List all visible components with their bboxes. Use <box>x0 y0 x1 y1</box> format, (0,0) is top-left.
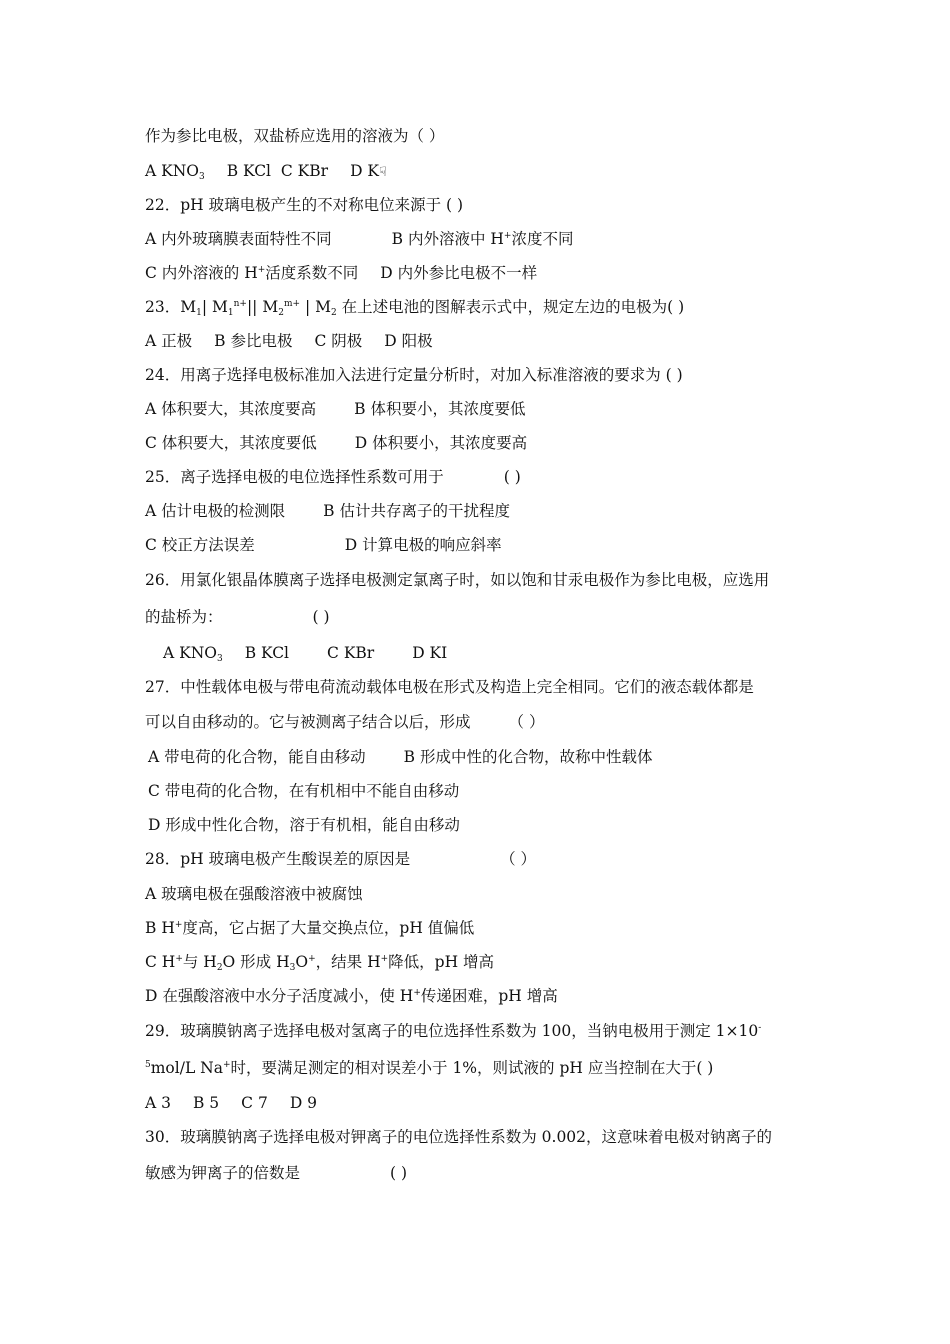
line-q29-stem-1: 29．玻璃膜钠离子选择电极对氢离子的电位选择性系数为 100，当钠电极用于测定 1×10- <box>145 1022 762 1040</box>
option-c: C KBr <box>327 644 375 662</box>
option-d: D KI <box>412 644 448 662</box>
line-q24-cd <box>145 433 527 453</box>
line-q23-options <box>145 331 433 351</box>
line-q27-stem-1: 27．中性载体电极与带电荷流动载体电极在形式及构造上完全相同。它们的液态载体都是 <box>145 678 754 696</box>
option-a: A 体积要大，其浓度要高 <box>145 400 317 418</box>
option-c: C 校正方法误差 <box>145 536 255 554</box>
option-a: A 正极 <box>145 332 193 350</box>
option-a: A 玻璃电极在强酸溶液中被腐蚀 <box>145 885 363 903</box>
option-d: D 形成中性化合物，溶于有机相，能自由移动 <box>148 816 460 834</box>
line-q30-stem-2: 敏感为钾离子的倍数是 ( ) <box>145 1164 408 1182</box>
option-d: D 计算电极的响应斜率 <box>344 536 502 554</box>
line-q22-ab <box>145 229 573 249</box>
line-q25-ab <box>145 501 510 521</box>
line-q29-stem-2: $^5$mol/L Na+时，要满足测定的相对误差小于 1%，则试液的 pH 应当控制在大于( ) <box>145 1059 714 1077</box>
option-b: B 内外溶液中 H+浓度不同 <box>391 230 574 248</box>
line-q28-stem: 28．pH 玻璃电极产生酸误差的原因是 （ ） <box>145 850 537 868</box>
option-b: B 形成中性的化合物，故称中性载体 <box>403 748 653 766</box>
line-q21-options <box>145 161 387 183</box>
line-q27-d <box>148 815 460 835</box>
line-q27-c <box>148 781 459 801</box>
option-c: C 内外溶液的 H+活度系数不同 <box>145 264 359 282</box>
option-c: C 带电荷的化合物，在有机相中不能自由移动 <box>148 782 460 800</box>
option-b: B 估计共存离子的干扰程度 <box>323 502 510 520</box>
option-b: B KCl <box>226 162 272 180</box>
line-q26-stem-2: 的盐桥为： ( ) <box>145 608 330 626</box>
option-d: D 体积要小，其浓度要高 <box>354 434 528 452</box>
line-q30-stem-1: 30．玻璃膜钠离子选择电极对钾离子的电位选择性系数为 0.002，这意味着电极对钠离子的 <box>145 1128 773 1146</box>
line-q28-d <box>145 986 558 1006</box>
option-b: B 体积要小，其浓度要低 <box>354 400 526 418</box>
option-a: A $KNO_3$ <box>145 162 205 182</box>
answer-paren: ( ) <box>390 1164 408 1182</box>
line-q29-options <box>145 1093 317 1113</box>
line-q26-stem-1: 26．用氯化银晶体膜离子选择电极测定氯离子时，如以饱和甘汞电极作为参比电极，应选用 <box>145 571 770 589</box>
answer-paren: ( ) <box>503 468 521 486</box>
option-d: D 在强酸溶液中水分子活度减小，使 H+传递困难，pH 增高 <box>145 987 558 1005</box>
line-q21-stem <box>145 126 444 146</box>
line-q24-stem: 24．用离子选择电极标准加入法进行定量分析时，对加入标准溶液的要求为 ( ) <box>145 366 683 384</box>
option-b: B KCl <box>244 644 290 662</box>
answer-paren: ( ) <box>312 608 330 626</box>
hand-glyph-icon: ☟ <box>379 165 387 180</box>
option-d: D 阳极 <box>384 332 433 350</box>
line-q28-c <box>145 952 494 972</box>
line-q25-stem: 25．离子选择电极的电位选择性系数可用于 ( ) <box>145 468 521 486</box>
line-q26-options <box>163 643 447 663</box>
option-d: D 9 <box>289 1094 318 1112</box>
line-q28-a <box>145 884 363 904</box>
option-d: D 内外参比电极不一样 <box>380 264 538 282</box>
option-c: C 体积要大，其浓度要低 <box>145 434 317 452</box>
option-a: A 3 <box>145 1094 171 1112</box>
option-d: D K☟ <box>350 162 387 180</box>
line-q27-stem-2: 可以自由移动的。它与被测离子结合以后，形成 （ ） <box>145 713 545 731</box>
option-c: C 7 <box>241 1094 268 1112</box>
line-q25-cd <box>145 535 502 555</box>
line-q24-ab <box>145 399 525 419</box>
answer-paren: （ ） <box>508 713 545 731</box>
answer-paren: （ ） <box>500 850 537 868</box>
option-a: A 带电荷的化合物，能自由移动 <box>148 748 366 766</box>
option-a: A 内外玻璃膜表面特性不同 <box>145 230 332 248</box>
text: 作为参比电极，双盐桥应选用的溶液为（ ） <box>145 127 445 145</box>
option-a: A $KNO_3$ <box>163 644 223 664</box>
option-b: B H+度高，它占据了大量交换点位，pH 值偏低 <box>145 919 475 937</box>
option-a: A 估计电极的检测限 <box>145 502 286 520</box>
line-q22-cd <box>145 263 537 283</box>
line-q27-ab <box>148 747 652 767</box>
option-c: C H+与 $H_2O$ 形成 $H_3O^+$，结果 H+降低，pH 增高 <box>145 953 495 973</box>
option-c: C KBr <box>280 162 329 180</box>
line-q28-b <box>145 918 474 938</box>
option-c: C 阴极 <box>314 332 363 350</box>
line-q22-stem: 22．pH 玻璃电极产生的不对称电位来源于 ( ) <box>145 196 464 214</box>
option-b: B 参比电极 <box>214 332 293 350</box>
line-q23-stem: 23．$M_1|$ $M_1^{n+}||$ $M_2^{m+}$ | $M_2$ 在上述电池的图解表示式中，规定左边的电极为( ) <box>145 298 685 318</box>
option-b: B 5 <box>192 1094 220 1112</box>
